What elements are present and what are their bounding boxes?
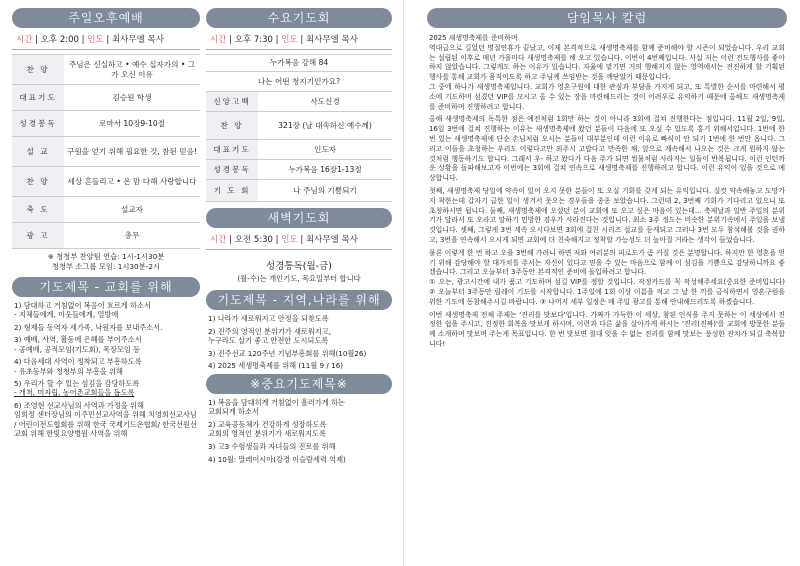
item-number: 3) (208, 348, 216, 358)
list-item (14, 335, 198, 353)
column-paragraph: 그 중에 하나가 새생명축제입니다. 교회가 영혼구원에 대한 관심과 부담을 가지게 되고, 또 특별한 순서를 마련해서 평소에 기도하며 섬겼던 VIP를 모시고 올 수 있는 장을 마련해드리는 것이 어려우로 유익하기 때문에 올해도 새생명축제를 준비하며 진행하려고 합니다. (429, 82, 785, 111)
item-text: 진주의 영적인 분위기가 새로워지고, (217, 326, 331, 336)
list-item (14, 379, 198, 397)
table-row (206, 112, 392, 140)
item-text: 담대하고 거침없이 복음이 흐르게 하소서 (23, 300, 151, 310)
column-paragraph: 물론 이렇게 한 번 하고 오을 3번해 가려니 하면 저와 여러분의 피로도가 좀 커질 것은 분명합니다. 하지만 한 영혼을 얻기 위해 감당해야 할 대가치를 주서는 자신이 있다고 믿을 수 있는 마음으로 함께 이 섬김을 기쁨으로 감당하니까요 좋겠습니다. 그리고 오늘부터 3주동안 본격적인 준비에 돌입하려고 합니다. (429, 248, 785, 277)
row-label: 설 교 (12, 137, 64, 167)
table-row (12, 85, 200, 111)
note-line: ※ 청청부 찬양팀 연습: 1시-1시30분 (47, 252, 165, 261)
item-number: 1) (208, 398, 216, 408)
row-label: 찬 양 (12, 167, 64, 197)
item-number: 4) (14, 357, 22, 367)
item-text: 진주선교 120주년 기념부흥회를 위해(10월26) (217, 348, 367, 358)
wednesday-order-table (206, 54, 392, 202)
pastor-column (427, 8, 787, 350)
item-text: 10월: 말레이시아(강경 이슬람세력 억제) (217, 454, 346, 464)
item-number: 1) (208, 314, 216, 323)
time-label: 시간 (210, 35, 227, 45)
item-text: 우리가 할 수 있는 섬김을 감당하도록 (23, 379, 140, 389)
sunday-time-line: 시간 | 오후 2:00 | 인도 | 최사무엘 목사 (12, 28, 200, 50)
row-label: 찬 양 (206, 112, 258, 140)
row-value: 주님은 신실하고 • 예수 십자가의 • 그가 오신 이유 (64, 55, 200, 85)
church-prayer-list (12, 297, 200, 438)
page-divider (403, 0, 404, 566)
list-item (208, 314, 390, 323)
list-item (14, 401, 198, 438)
row-value: 인도자 (258, 140, 392, 160)
dawn-time-line: 시간 | 오전 5:30 | 인도 | 최사무엘 목사 (206, 228, 392, 250)
column-body (427, 28, 787, 350)
item-number: 2) (208, 326, 216, 336)
important-prayer-header: ※중요기도제목※ (206, 374, 392, 394)
sunday-service-header: 주일오후예배 (12, 8, 200, 28)
sunday-column (12, 8, 200, 442)
item-text: 다음세대 사역이 정착되고 부흥하도록 (23, 357, 142, 367)
leader-label: 인도 (87, 35, 104, 45)
item-number: 3) (14, 335, 22, 345)
dawn-prayer-header: 새벽기도회 (206, 208, 392, 228)
row-value: 구원을 얻기 위해 필요한 것, 참된 믿음! (64, 137, 200, 167)
item-sub: - 개척, 미자립, 농어촌교회들을 돕도록 (14, 388, 135, 398)
row-label: 기 도 회 (206, 180, 258, 202)
row-label: 찬 양 (12, 55, 64, 85)
list-item (208, 398, 390, 416)
column-paragraph: 이번 새생명축제 전체 주제는 '진리를 맛보다'입니다. 가짜가 가득한 이 세상, 참된 인식을 주지 못하는 이 세상에서 진정한 쉼을 주시고, 진정한 회복을 맛보게 하시며, 이런과 다른 삶을 살아가게 하시는 '진리(진짜)'를 교회에 방문한 분들께 소개하며 맛보며 주는게 목표입니다. 한 번 맛보면 절대 잊을 수 없는 진리를 함께 맛보는 풍성한 잔치가 되길 축복합니다! (429, 310, 785, 348)
column-paragraph: ① 오는, 광고시간에 내가 품고 기도하며 섬길 VIP를 정할 것입니다. 작정카드를 꼭 작성해주세요(중요한 준비입니다) ② 오늘부터 3주동안 릴레이 기도를 시작합니다. 1주일에 1회 이상 이름을 적고 그 날 한 끼를 금식하면서 영혼구원을 위한 기도에 동참해주시길 바랍니다. ③ 나머지 세부 일정은 매 주일 광고를 통해 안내해드리도록 하겠습니다. (429, 278, 785, 306)
list-item (14, 357, 198, 375)
list-item (208, 327, 390, 345)
item-sub: 교회의 영적인 분위기가 새로워지도록 (208, 429, 326, 439)
time-value: 오후 7:30 (234, 35, 273, 45)
item-sub: 교회되게 하소서 (208, 407, 259, 417)
item-text: 예배, 사역, 활동에 은혜를 부어주소서 (23, 335, 142, 345)
sermon-series: 누가복음 강해 84 (206, 55, 392, 72)
item-number: 2) (14, 322, 22, 332)
table-row (12, 55, 200, 85)
item-text: 나라가 새로워지고 안정을 되찾도록 (217, 314, 329, 323)
item-sub: - 유초등부와 청청부의 부흥을 위해 (14, 366, 123, 376)
column-paragraph: 올해 새생명축제의 독특한 점은 예전처럼 1회만 하는 것이 아니라 3회에 걸쳐 진행한다는 점입니다. 11월 2일, 9일, 16일 3번에 걸쳐 진행하는 이유는 새생명축제에 왔던 분들이 다음에 또 오실 수 있도록 홍기 위해서입니다. 1번에 한 번 있는 새생명축제에 단순 손님처럼 오시는 분들이 대부분인데 이런 이유로 빠식이 안 되기 1번에 한 번만 옵니다. 그리고 이들을 초청하는 우리도 이렇다고만 외주시 고맙다고 만족한 채, 앞으로 계속해서 나오는 것은 크게 원하지 않는 것처럼 행동하기도 합니다. 그래서 우- 하고 왔다가 다음 주가 되면 썰물처럼 사라지는 일들이 반복됩니다. 이런 인턴까운 상황을 돌파해보고자 이번에는 3회에 걸쳐 연속으로 새생명축제를 진행하려고 합니다. 이런 유익이 있을 것으로 예상합니다. (429, 115, 785, 183)
table-row (12, 197, 200, 223)
row-label: 신앙고백 (206, 92, 258, 112)
item-text: 조영현 선교사님의 사역과 가정을 위해 (23, 401, 144, 411)
leader-label: 인도 (281, 35, 298, 45)
item-text: 2025 새생명축제를 위해 (11월 9 / 16) (217, 361, 344, 371)
row-value: 김승원 학생 (64, 85, 200, 111)
table-row (12, 137, 200, 167)
row-label: 성경봉독 (12, 111, 64, 137)
table-row (206, 160, 392, 180)
item-text: 형제들 동역자 세가족, 낙원자를 보내주소서. (23, 322, 163, 332)
item-number: 5) (14, 379, 22, 389)
item-sub: - 지체들에게, 이웃들에게, 열방에 (14, 309, 119, 319)
practice-note (12, 249, 200, 277)
wednesday-service-header: 수요기도회 (206, 8, 392, 28)
table-row (206, 55, 392, 72)
leader-value: 최사무엘 목사 (111, 35, 164, 45)
table-row (12, 111, 200, 137)
church-prayer-header: 기도제목 - 교회를 위해 (12, 277, 200, 297)
list-item (208, 361, 390, 370)
row-value: 누가복음 16장1-13절 (258, 160, 392, 180)
item-text: 고3 수험생들과 자녀들의 진로를 위해 (217, 441, 336, 451)
time-value: 오후 2:00 (40, 35, 79, 45)
leader-value: 최사무엘 목사 (305, 35, 358, 45)
item-text: 복음을 담대히게 거침없이 흘러가게 하는 (217, 398, 345, 408)
important-prayer-list (206, 394, 392, 464)
list-item (208, 442, 390, 451)
leader-label: 인도 (281, 235, 298, 245)
time-value: 오전 5:30 (234, 235, 273, 245)
row-label: 성경봉독 (206, 160, 258, 180)
row-value: 설교자 (64, 197, 200, 223)
row-label: 대표기도 (12, 85, 64, 111)
nation-prayer-list (206, 310, 392, 371)
sermon-title: 나는 어떤 청지기인가요? (206, 72, 392, 92)
table-row (206, 72, 392, 92)
list-item (208, 455, 390, 464)
item-number: 1) (14, 300, 22, 310)
row-value: 나 주님의 기쁨되기 (258, 180, 392, 202)
list-item (208, 349, 390, 358)
item-sub: 임희정 센터장님의 이주민선교사역을 위해 치영희선교사님 / 어린이전도협회를 위해 한국 국제기드온협회/ 한국선원선교회 위해 한빛요양병원 사역을 위해 (14, 410, 197, 438)
row-label: 축 도 (12, 197, 64, 223)
time-label: 시간 (16, 35, 33, 45)
row-label: 광 고 (12, 223, 64, 249)
table-row (206, 140, 392, 160)
row-label: 대표기도 (206, 140, 258, 160)
dawn-reading: 성경통독(월-금) (266, 261, 332, 272)
item-sub: 누구라도 살기 좋고 안전한 도시되도록 (208, 335, 329, 345)
wednesday-time-line: 시간 | 오후 7:30 | 인도 | 최사무엘 목사 (206, 28, 392, 50)
column-paragraph: 첫째, 새생명축제 당일에 약속이 있어 오지 못한 분들이 또 오실 기회를 갖게 되는 유익입니다. 실컷 약속해놓고 도망가지 착한는데 갑자기 급한 일이 생겨서 못오는 경우들을 종종 보았습니다. 그런데 2, 3번째 기회가 기다리고 있으니 또 초청하시면 됩니다. 둘째, 새생명축제에 오셨던 분이 교회에 또 오고 싶은 마음이 있는데... 축제날과 일반 주일의 분위기가 달라서 또 오라고 말하기 민망한 경우가 사라진다는 것입니다. 최소 3주 정도는 비슷한 분위기속에서 주일을 보낼 것입니다. 셋째, 그렇게 3번 계속 오시다보면 3회에 걸친 시리즈 설교를 듣게되고 그러나 3번 모두 참석해볼 것을 권하고, 3번을 연속해서 오시게 되면 교회에 더 친숙해지고 정착할 가능성도 더 높아질 거라는 생각이 들었습니다. (429, 186, 785, 244)
row-value: 321장 (날 대속하신 예수께) (258, 112, 392, 140)
item-number: 4) (208, 454, 216, 464)
table-row (12, 167, 200, 197)
row-value: 세상 흔들리고 • 온 맘 다해 사랑합니다 (64, 167, 200, 197)
nation-prayer-header: 기도제목 - 지역,나라를 위해 (206, 290, 392, 310)
item-number: 3) (208, 441, 216, 451)
item-text: 교육공동체가 건강하게 성장하도록 (217, 420, 327, 430)
table-row (206, 92, 392, 112)
leader-value: 최사무엘 목사 (305, 235, 358, 245)
list-item (14, 301, 198, 319)
column-heading: 2025 새생명축제를 준비하며 (429, 34, 518, 42)
table-row (206, 180, 392, 202)
sunday-order-table (12, 54, 200, 249)
table-row (12, 223, 200, 249)
note-line: 청청부 소그룹 모임: 1시30분-2시 (51, 261, 161, 271)
list-item (14, 323, 198, 332)
wednesday-column (206, 8, 392, 467)
pastor-column-header: 담임목사 칼럼 (427, 8, 787, 28)
row-value: 사도신경 (258, 92, 392, 112)
row-value: 로마서 10장9-10절 (64, 111, 200, 137)
row-value: 총무 (64, 223, 200, 249)
column-paragraph: 역대급으로 길었던 명절연휴가 끝났고, 이제 본격적으로 새생명축제를 함께 준비해야 할 시즌이 되었습니다. 우리 교회는 설립된 이후로 매년 가을마다 새생명축제를 해 오고 있습니다. 이번이 4번째입니다. 사실 저는 이런 전도행사를 좋아하지 않았습니다. 그렇게도 하는 이유가 있습니다. 자율에 맡기면 거의 행해지지 않는 영역에서는 전진하게 할 기획된 행사를 통해 교회가 움직이도록 하고 주님께 쓰임받는 것을 깨닫았기 때문입니다. (429, 43, 785, 82)
list-item (208, 420, 390, 438)
dawn-note: (월-수)는 개인기도, 목요일부터 합니다 (237, 274, 361, 283)
item-number: 6) (14, 401, 22, 411)
item-sub: - 공예배, 공적모임(기도회), 목장모임 등 (14, 344, 141, 354)
time-label: 시간 (210, 235, 227, 245)
item-number: 2) (208, 420, 216, 430)
item-number: 4) (208, 361, 216, 371)
